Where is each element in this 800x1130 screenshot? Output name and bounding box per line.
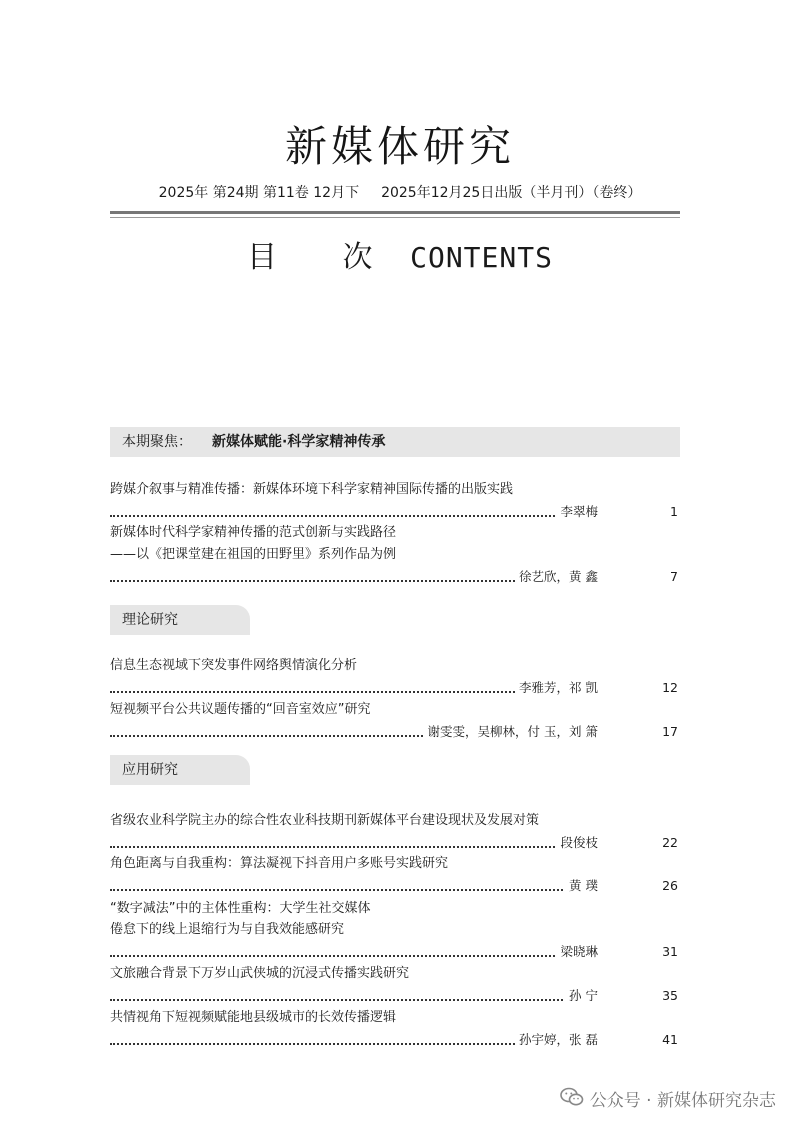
entry-author-line [110,503,678,521]
entry-subtitle[interactable]: ——以《把课堂建在祖国的田野里》系列作品为例 [110,547,397,562]
journal-title: 新媒体研究 [284,122,515,171]
entry-page-number[interactable]: 35 [662,988,678,1003]
entry-author-line [110,568,678,586]
entry-page-number[interactable]: 22 [662,835,678,850]
entry-author-line [110,723,678,741]
entry-title-cont[interactable]: 倦怠下的线上退缩行为与自我效能感研究 [110,922,345,937]
watermark-text: 公众号 · 新媒体研究杂志 [589,1091,776,1111]
entry-page-number[interactable]: 1 [670,504,678,519]
entry-authors: 梁晓琳 [556,943,598,961]
entry-page-number[interactable]: 31 [662,944,678,959]
entry-page-number[interactable]: 17 [662,724,678,739]
entry-author-line [110,834,678,852]
section-header-theory [110,605,250,635]
entry-author-line [110,943,678,961]
entry-title[interactable]: 短视频平台公共议题传播的“回音室效应”研究 [110,702,371,717]
entry-title[interactable]: 跨媒介叙事与精准传播：新媒体环境下科学家精神国际传播的出版实践 [110,482,514,497]
header-rule-thick [110,211,680,214]
entry-authors: 孙宇婷，张 磊 [515,1031,598,1049]
issue-number: 2025年 第24期 第11卷 12月下 [158,185,360,201]
entry-author-line [110,877,678,895]
entry-authors: 徐艺欣，黄 鑫 [515,568,598,586]
section-header-featured [110,427,680,457]
section-topic: 新媒体赋能·科学家精神传承 [212,434,386,450]
section-label: 本期聚焦： [122,434,192,450]
entry-title[interactable]: 共情视角下短视频赋能地县级城市的长效传播逻辑 [110,1010,397,1025]
watermark [560,1087,776,1113]
entry-page-number[interactable]: 7 [670,569,678,584]
contents-title-en: CONTENTS [410,241,553,274]
section-label: 理论研究 [122,612,178,628]
contents-title-zh: 目 次 [247,240,401,275]
entry-title[interactable]: 新媒体时代科学家精神传播的范式创新与实践路径 [110,525,397,540]
entry-author-line [110,679,678,697]
entry-title[interactable]: 文旅融合背景下万岁山武侠城的沉浸式传播实践研究 [110,966,410,981]
entry-page-number[interactable]: 41 [662,1032,678,1047]
contents-heading [0,232,800,276]
entry-authors: 李翠梅 [556,503,598,521]
entry-authors: 孙 宁 [565,987,598,1005]
dot-leader [110,999,598,1001]
entry-authors: 段俊枝 [556,834,598,852]
entry-authors: 谢雯雯，吴柳林，付 玉，刘 箫 [424,723,598,741]
header-rule-thin [110,217,680,218]
section-header-application [110,755,250,785]
entry-title[interactable]: 省级农业科学院主办的综合性农业科技期刊新媒体平台建设现状及发展对策 [110,813,540,828]
entry-page-number[interactable]: 12 [662,680,678,695]
dot-leader [110,846,598,848]
entry-page-number[interactable]: 26 [662,878,678,893]
dot-leader [110,515,598,517]
wechat-icon [560,1087,584,1115]
entry-authors: 黄 璞 [565,877,598,895]
entry-title[interactable]: 角色距离与自我重构：算法凝视下抖音用户多账号实践研究 [110,856,449,871]
entry-title[interactable]: “数字减法”中的主体性重构：大学生社交媒体 [110,901,371,916]
section-label: 应用研究 [122,762,178,778]
entry-authors: 李雅芳，祁 凯 [515,679,598,697]
publication-date: 2025年12月25日出版（半月刊）（卷终） [381,185,642,201]
entry-title[interactable]: 信息生态视域下突发事件网络舆情演化分析 [110,658,358,673]
issue-info [0,182,800,202]
entry-author-line [110,1031,678,1049]
entry-author-line [110,987,678,1005]
dot-leader [110,889,598,891]
dot-leader [110,955,598,957]
